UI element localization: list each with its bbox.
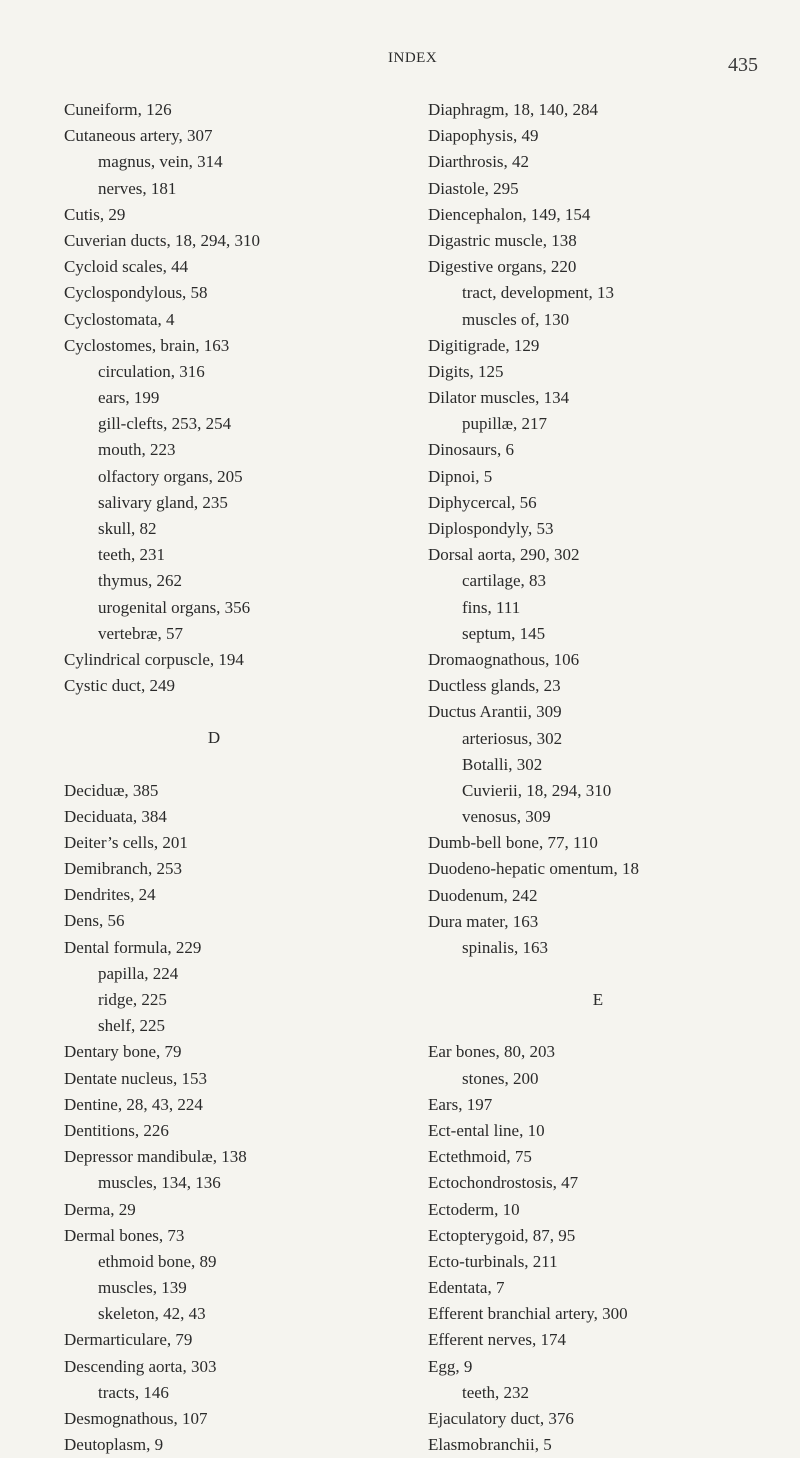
index-entry: Diarthrosis, 42 [428,152,530,172]
index-subentry: fins, 111 [462,597,521,617]
index-subentry: circulation, 316 [98,361,205,381]
index-entry: Diastole, 295 [428,178,519,198]
index-entry: Digestive organs, 220 [428,257,577,277]
index-entry: Diencephalon, 149, 154 [428,204,591,224]
index-entry: Cycloid scales, 44 [64,257,189,277]
index-entry: Digastric muscle, 138 [428,230,577,250]
index-subentry: papilla, 224 [98,963,179,983]
index-subentry: venosus, 309 [462,807,551,827]
index-subentry: urogenital organs, 356 [98,597,251,617]
index-entry: Cyclospondylous, 58 [64,283,208,303]
index-entry: Diaphragm, 18, 140, 284 [428,100,598,119]
index-entry: Duodeno-hepatic omentum, 18 [428,859,640,879]
section-letter: E [592,990,604,1010]
index-subentry: arteriosus, 302 [462,728,563,748]
index-subentry: muscles, 134, 136 [98,1173,221,1193]
index-column-left [64,97,404,1458]
index-entry: Ectopterygoid, 87, 95 [428,1225,576,1245]
index-subentry: tracts, 146 [98,1382,169,1402]
index-entry: Dental formula, 229 [64,937,202,957]
index-entry: Digits, 125 [428,361,504,381]
index-subentry: pupillæ, 217 [462,414,548,434]
index-entry: Efferent branchial artery, 300 [428,1304,628,1324]
index-entry: Descending aorta, 303 [64,1356,217,1376]
index-entry: Ectochondrostosis, 47 [428,1173,579,1193]
index-entry: Dermal bones, 73 [64,1225,185,1245]
index-subentry: muscles of, 130 [462,309,570,329]
index-subentry: Cuvierii, 18, 294, 310 [462,780,612,800]
index-entry: Cystic duct, 249 [64,676,175,696]
index-entry: Depressor mandibulæ, 138 [64,1147,247,1167]
index-entry: Dendrites, 24 [64,885,156,905]
index-entry: Ectoderm, 10 [428,1199,520,1219]
index-entry: Ejaculatory duct, 376 [428,1409,574,1428]
index-entry: Dentate nucleus, 153 [64,1068,208,1088]
index-subentry: ethmoid bone, 89 [98,1251,217,1271]
index-entry: Ect-ental line, 10 [428,1120,545,1140]
page-number: 435 [728,54,758,76]
index-entry: Diapophysis, 49 [428,126,539,146]
index-entry: Dilator muscles, 134 [428,388,570,408]
index-subentry: septum, 145 [462,623,546,643]
index-entry: Diphycercal, 56 [428,492,537,512]
index-subentry: cartilage, 83 [462,571,547,591]
index-entry: Cuverian ducts, 18, 294, 310 [64,230,260,250]
index-entry: Deutoplasm, 9 [64,1435,164,1455]
index-subentry: stones, 200 [462,1068,539,1088]
index-entry: Ductus Arantii, 309 [428,702,562,722]
index-subentry: gill-clefts, 253, 254 [98,414,232,434]
index-subentry: ears, 199 [98,388,160,408]
index-entry: Diplospondyly, 53 [428,519,554,538]
index-entry: Demibranch, 253 [64,859,183,879]
index-entry: Ears, 197 [428,1094,493,1114]
index-entry: Dumb-bell bone, 77, 110 [428,833,598,853]
index-subentry: shelf, 225 [98,1016,166,1036]
index-entry: Ear bones, 80, 203 [428,1042,556,1062]
index-subentry: magnus, vein, 314 [98,152,223,172]
index-entry: Dinosaurs, 6 [428,440,514,460]
index-subentry: nerves, 181 [98,178,177,198]
page-header [0,36,800,76]
index-entry: Dentine, 28, 43, 224 [64,1094,203,1114]
index-subentry: skeleton, 42, 43 [98,1304,206,1324]
index-entry: Desmognathous, 107 [64,1409,208,1428]
index-entry: Egg, 9 [428,1356,473,1376]
index-subentry: salivary gland, 235 [98,492,228,512]
index-subentry: Botalli, 302 [462,754,543,774]
index-entry: Ecto-turbinals, 211 [428,1251,558,1271]
index-entry: Edentata, 7 [428,1278,505,1298]
index-entry: Digitigrade, 129 [428,335,540,355]
index-entry: Ductless glands, 23 [428,676,561,696]
index-entry: Dermarticulare, 79 [64,1330,193,1350]
index-entry: Dentary bone, 79 [64,1042,182,1062]
index-entry: Deciduata, 384 [64,806,167,826]
index-entry: Deiter’s cells, 201 [64,832,188,852]
index-entry: Dens, 56 [64,911,125,931]
index-subentry: spinalis, 163 [462,938,548,957]
index-subentry: ridge, 225 [98,990,167,1009]
index-entry: Dentitions, 226 [64,1120,169,1140]
index-subentry: thymus, 262 [98,571,183,591]
index-entry: Dipnoi, 5 [428,466,493,486]
index-entry: Elasmobranchii, 5 [428,1435,552,1455]
index-subentry: teeth, 231 [98,545,166,565]
index-subentry: teeth, 232 [462,1382,530,1402]
index-entry: Cyclostomes, brain, 163 [64,335,230,355]
index-entry: Deciduæ, 385 [64,780,159,800]
index-column-right [428,97,788,1458]
index-entry: Dura mater, 163 [428,911,539,931]
index-subentry: muscles, 139 [98,1278,187,1298]
index-entry: Dromaognathous, 106 [428,649,580,669]
index-entry: Efferent nerves, 174 [428,1330,566,1350]
index-entry: Cuneiform, 126 [64,100,172,119]
index-entry: Cutis, 29 [64,204,126,224]
index-subentry: mouth, 223 [98,440,176,460]
index-subentry: olfactory organs, 205 [98,466,243,486]
index-entry: Ectethmoid, 75 [428,1147,532,1167]
section-letter: D [207,728,221,748]
index-entry: Derma, 29 [64,1199,136,1219]
running-head: INDEX [388,50,438,66]
index-entry: Dorsal aorta, 290, 302 [428,545,580,565]
index-entry: Cutaneous artery, 307 [64,126,213,146]
index-subentry: tract, development, 13 [462,283,615,303]
index-entry: Cyclostomata, 4 [64,309,175,329]
index-subentry: skull, 82 [98,519,157,538]
index-entry: Cylindrical corpuscle, 194 [64,649,244,669]
index-entry: Duodenum, 242 [428,885,538,905]
index-subentry: vertebræ, 57 [98,623,183,643]
